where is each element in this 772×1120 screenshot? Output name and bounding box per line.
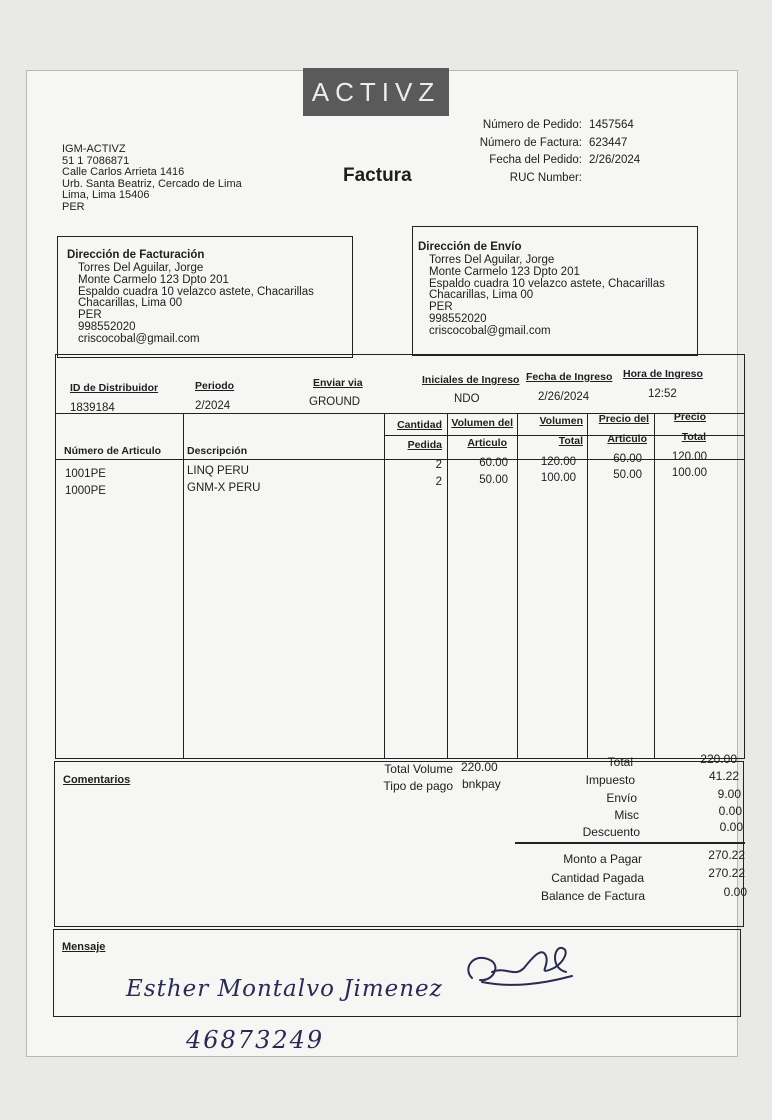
shipping-line: Torres Del Aguilar, Jorge	[429, 254, 555, 266]
row-qty: 2	[435, 476, 442, 488]
handwritten-name: Esther Montalvo Jimenez	[126, 976, 443, 1002]
tax-label: Impuesto	[585, 773, 635, 787]
row-description: LINQ PERU	[187, 465, 249, 477]
row-volume-total: 120.00	[540, 456, 576, 468]
sender-line: 51 1 7086871	[62, 154, 130, 167]
unit-price-header-2: Articulo	[607, 433, 647, 445]
ship-via-value: GROUND	[309, 396, 361, 408]
entry-date-label: Fecha de Ingreso	[526, 371, 613, 383]
shipping-line: criscocobal@gmail.com	[429, 324, 551, 337]
handwritten-number: 46873249	[186, 1026, 325, 1054]
row-volume-total: 100.00	[540, 472, 576, 484]
qty-header-2: Pedida	[407, 439, 442, 451]
ship-via-label: Enviar via	[313, 377, 363, 389]
qty-header-1: Cantidad	[397, 419, 442, 431]
billing-line: Torres Del Aguilar, Jorge	[78, 262, 204, 274]
billing-address-box	[57, 236, 353, 358]
price-total-header-1: Precio	[673, 411, 706, 423]
row-unit-price: 50.00	[613, 469, 642, 481]
invoice-number-value: 623447	[589, 136, 628, 149]
shipping-line: Chacarillas, Lima 00	[429, 289, 534, 302]
ruc-label: RUC Number:	[509, 171, 582, 184]
entry-time-label: Hora de Ingreso	[623, 368, 703, 380]
billing-title: Dirección de Facturación	[67, 249, 205, 261]
discount-value: 0.00	[719, 820, 743, 834]
message-label: Mensaje	[62, 941, 106, 953]
order-number-label: Número de Pedido:	[482, 119, 582, 131]
billing-line: Espaldo cuadra 10 velazco astete, Chacarillas	[78, 285, 314, 298]
shipping-line: Espaldo cuadra 10 velazco astete, Chacarillas	[429, 277, 665, 290]
volume-total-header-2: Total	[558, 435, 583, 447]
comments-label: Comentarios	[63, 774, 131, 786]
summary-panel	[54, 752, 747, 927]
period-value: 2/2024	[195, 400, 231, 412]
signature-scribble	[462, 938, 574, 996]
row-article: 1001PE	[65, 468, 106, 480]
misc-value: 0.00	[718, 804, 742, 818]
volume-total-header-1: Volumen	[539, 415, 583, 427]
invoice-balance-label: Balance de Factura	[540, 889, 645, 903]
order-date-label: Fecha del Pedido:	[489, 154, 582, 166]
invoice-balance-value: 0.00	[723, 885, 747, 899]
message-box	[53, 929, 741, 1017]
entry-time-value: 12:52	[648, 388, 677, 400]
description-header: Descripción	[187, 445, 248, 457]
row-description: GNM-X PERU	[187, 482, 261, 494]
sender-address	[62, 144, 242, 213]
shipping-line: PER	[429, 301, 453, 314]
invoice-meta	[460, 117, 640, 187]
shipping-address-box	[412, 226, 698, 356]
total-value: 220.00	[700, 752, 737, 766]
row-price-total: 120.00	[671, 451, 707, 463]
row-volume: 50.00	[479, 474, 508, 486]
billing-line: Chacarillas, Lima 00	[78, 297, 183, 310]
row-article: 1000PE	[65, 485, 106, 497]
row-price-total: 100.00	[671, 467, 707, 479]
amount-due-label: Monto a Pagar	[563, 852, 642, 866]
sender-line: Urb. Santa Beatriz, Cercado de Lima	[62, 177, 242, 190]
price-total-header-2: Total	[681, 431, 706, 443]
period-label: Periodo	[195, 380, 235, 392]
billing-line: criscocobal@gmail.com	[78, 332, 200, 345]
sender-line: Calle Carlos Arrieta 1416	[62, 166, 185, 178]
brand-logo: ACTIVZ	[303, 68, 449, 116]
amount-paid-value: 270.22	[708, 866, 745, 880]
billing-line: Monte Carmelo 123 Dpto 201	[78, 273, 229, 286]
entry-initials-label: Iniciales de Ingreso	[422, 374, 520, 386]
sender-line: IGM-ACTIVZ	[62, 143, 126, 155]
billing-line: 998552020	[78, 320, 136, 333]
order-date-value: 2/26/2024	[589, 154, 641, 166]
shipping-line: 998552020	[429, 312, 487, 325]
sender-line: PER	[62, 200, 85, 213]
volume-header-1: Volumen del	[451, 417, 513, 429]
distributor-id-value: 1839184	[70, 402, 115, 414]
payment-type-value: bnkpay	[462, 777, 501, 791]
row-unit-price: 60.00	[613, 453, 642, 465]
payment-type-label: Tipo de pago	[383, 779, 453, 793]
unit-price-header-1: Precio del	[598, 413, 649, 425]
total-volume-value: 220.00	[461, 760, 498, 774]
totals-divider	[515, 842, 745, 844]
entry-date-value: 2/26/2024	[538, 391, 590, 403]
row-volume: 60.00	[479, 457, 508, 469]
sender-line: Lima, Lima 15406	[62, 189, 150, 201]
misc-label: Misc	[614, 808, 639, 822]
column-divider	[654, 413, 655, 758]
distributor-id-label: ID de Distribuidor	[70, 382, 159, 394]
entry-initials-value: NDO	[454, 393, 480, 405]
invoice-number-label: Número de Factura:	[479, 136, 582, 149]
order-items-panel	[55, 354, 745, 759]
volume-header-2: Articulo	[467, 437, 507, 449]
tax-value: 41.22	[708, 769, 739, 783]
article-number-header: Número de Articulo	[64, 445, 162, 457]
amount-due-value: 270.22	[708, 848, 745, 862]
document-title: Factura	[343, 165, 412, 186]
amount-paid-label: Cantidad Pagada	[551, 871, 644, 885]
column-divider	[183, 413, 184, 758]
total-volume-label: Total Volume	[384, 762, 453, 776]
shipping-cost-value: 9.00	[717, 787, 741, 801]
shipping-title: Dirección de Envío	[418, 241, 522, 253]
total-label: Total	[607, 755, 633, 769]
order-number-value: 1457564	[589, 119, 634, 131]
discount-label: Descuento	[582, 825, 640, 839]
billing-line: PER	[78, 309, 102, 322]
shipping-cost-label: Envío	[606, 791, 637, 805]
shipping-line: Monte Carmelo 123 Dpto 201	[429, 265, 580, 278]
row-qty: 2	[435, 459, 442, 471]
